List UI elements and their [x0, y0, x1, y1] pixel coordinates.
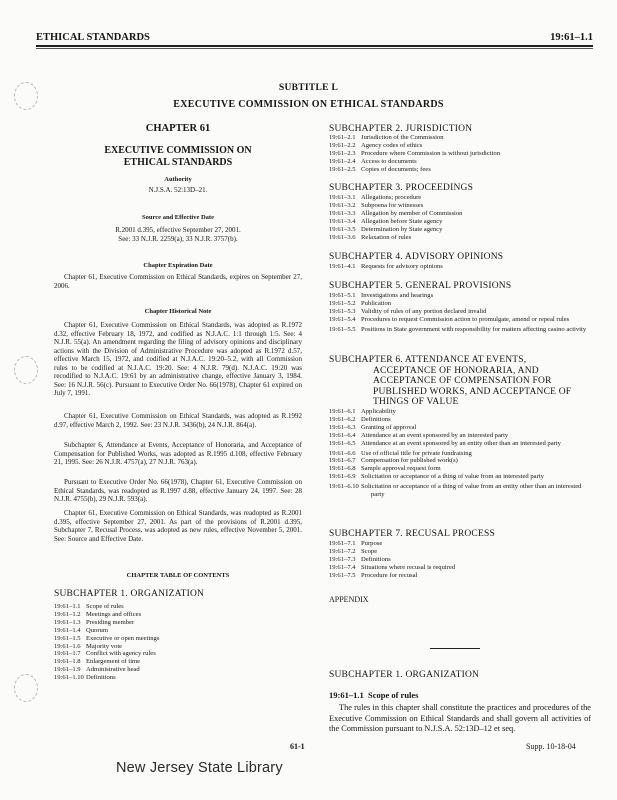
toc-row: 19:61–3.2 Subpoena for witnesses: [329, 201, 424, 209]
supplement-date: Supp. 10-18-04: [526, 742, 576, 751]
toc-subchapter-1-heading: SUBCHAPTER 1. ORGANIZATION: [54, 589, 205, 599]
chapter-title-line1: EXECUTIVE COMMISSION ON: [104, 145, 252, 156]
section-number: 19:61–1.1: [329, 690, 364, 700]
history-text-4: Pursuant to Executive Order No. 66(1978), Chapter 61, Executive Commission on Ethical Standards, was readopted as R.1997 d.88, effective January 24, 1997. See: 28 N.J.R. 4755(b), 29 N.J.R. 593(a).: [54, 478, 302, 503]
toc-row: 19:61–3.5 Determination by State agency: [329, 225, 443, 233]
chapter-title: [54, 145, 302, 169]
source-line2: See: 33 N.J.R. 2259(a), 33 N.J.R. 3757(b).: [118, 234, 238, 243]
toc-row: 19:61–6.8 Sample approval request form: [329, 465, 441, 473]
toc-row: 19:61–5.5 Positions in State government with responsibility for matters affecting casino activity: [329, 325, 587, 333]
authority-heading: Authority: [164, 176, 192, 183]
toc-row: 19:61–6.5 Attendance at an event sponsored by an entity other than an interested party: [329, 439, 561, 447]
toc-row: 19:61–5.3 Validity of rules of any portion declared invalid: [329, 307, 487, 315]
sub6-head-line4: PUBLISHED WORKS, AND ACCEPTANCE OF: [373, 386, 572, 397]
toc-row: 19:61–3.3 Allegation by member of Commission: [329, 209, 463, 217]
expiration-paragraph: [54, 273, 302, 290]
toc-row: 19:61–1.9 Administrative head: [54, 666, 140, 674]
toc-row: 19:61–7.1 Purpose: [329, 540, 383, 547]
toc-row: 19:61–7.3 Definitions: [329, 555, 391, 563]
toc-subchapter-6-list: [329, 408, 591, 499]
commission-title: EXECUTIVE COMMISSION ON ETHICAL STANDARDS: [173, 99, 444, 110]
sub6-head-line5: THINGS OF VALUE: [373, 397, 459, 407]
toc-row: 19:61–7.2 Scope: [329, 547, 378, 555]
chapter-heading: CHAPTER 61: [145, 123, 211, 134]
toc-row: 19:61–3.4 Allegation before State agency: [329, 217, 443, 225]
toc-row: 19:61–1.5 Executive or open meetings: [54, 634, 160, 642]
history-text-5: Chapter 61, Executive Commission on Ethical Standards, was readopted as R.2001 d.395, effective September 27, 2001. As part of the provisions of R.2001 d.395, Subchapter 7, Recusal Process, was adopted as new rules, effective November 5, 2001. See: Source and Effective Date.: [54, 509, 302, 543]
page-number: 61-1: [290, 742, 305, 751]
section-body: [329, 703, 591, 735]
section-title: Scope of rules: [367, 690, 419, 700]
history-text-3: Subchapter 6, Attendance at Events, Acceptance of Honoraria, and Acceptance of Compensation for Published Works, was adopted as R.1995 d.108, effective February 21, 1995. See: 26 N.J.R. 4757(a), 27 N.J.R. 763(a).: [54, 441, 302, 466]
library-stamp: New Jersey State Library: [116, 760, 283, 776]
sub6-head-line1: SUBCHAPTER 6. ATTENDANCE AT EVENTS,: [329, 355, 527, 365]
toc-row: 19:61–1.6 Majority vote: [54, 642, 123, 650]
toc-row: 19:61–5.1 Investigations and hearings: [329, 292, 434, 299]
source-line1: R.2001 d.395, effective September 27, 2001.: [115, 226, 241, 234]
toc-row: 19:61–7.4 Situations where recusal is required: [329, 563, 456, 571]
toc-row: 19:61–4.1 Requests for advisory opinions: [329, 263, 443, 270]
toc-row: 19:61–7.5 Procedure for recusal: [329, 571, 418, 579]
toc-row: 19:61–5.4 Procedures to request Commission action to promulgate, amend or repeal rules: [329, 315, 570, 323]
section-divider: [430, 648, 480, 649]
toc-row: 19:61–1.8 Enlargement of time: [54, 658, 141, 666]
toc-subchapter-1-list: [54, 603, 302, 682]
subtitle: SUBTITLE L: [278, 83, 339, 93]
toc-row: 19:61–1.7 Conflict with agency rules: [54, 650, 156, 658]
toc-row: 19:61–3.6 Relaxation of rules: [329, 233, 412, 241]
history-paragraph-5: [54, 509, 302, 543]
sub6-head-line3: ACCEPTANCE OF COMPENSATION FOR: [373, 376, 552, 386]
toc-row: 19:61–6.2 Definitions: [329, 415, 391, 423]
toc-row: 19:61–6.3 Granting of approval: [329, 423, 417, 431]
running-header: [36, 32, 593, 43]
toc-subchapter-6-heading: [329, 355, 591, 408]
history-paragraph-4: [54, 478, 302, 504]
toc-row: 19:61–2.1 Jurisdiction of the Commission: [329, 134, 444, 141]
punch-hole-middle: [14, 356, 38, 384]
body-subchapter-heading: SUBCHAPTER 1. ORGANIZATION: [329, 670, 480, 680]
chapter-title-line2: ETHICAL STANDARDS: [123, 157, 233, 168]
toc-subchapter-4-list: [329, 263, 591, 271]
history-heading: Chapter Historical Note: [144, 308, 212, 315]
toc-row: 19:61–1.10 Definitions: [54, 674, 116, 682]
toc-subchapter-4-heading: SUBCHAPTER 4. ADVISORY OPINIONS: [329, 252, 504, 262]
toc-subchapter-7-list: [329, 540, 591, 580]
header-left: ETHICAL STANDARDS: [36, 32, 150, 43]
section-text: The rules in this chapter shall constitute the practices and procedures of the Executive Commission on Ethical Standards and shall govern all activities of the Commission pursuant to N.J.S.A. 52:13D–12 et seq.: [329, 703, 591, 734]
toc-subchapter-5-list: [329, 292, 591, 334]
toc-subchapter-7-heading: SUBCHAPTER 7. RECUSAL PROCESS: [329, 529, 495, 539]
toc-subchapter-5-heading: SUBCHAPTER 5. GENERAL PROVISIONS: [329, 281, 512, 291]
toc-row: 19:61–1.4 Quorum: [54, 626, 108, 634]
toc-row: 19:61–1.3 Presiding member: [54, 618, 135, 626]
toc-subchapter-3-heading: SUBCHAPTER 3. PROCEEDINGS: [329, 183, 474, 193]
toc-row: 19:61–6.4 Attendance at an event sponsored by an interested party: [329, 431, 509, 439]
history-text-1: Chapter 61, Executive Commission on Ethical Standards, was adopted as R.1972 d.32, effective February 18, 1972, and codified as N.J.A.C. 1:1 through 1:5. See: 4 N.J.R. 55(a). An amendment regarding the filing of advisory opinions and disciplinary actions with the Division of Administrative Procedure was adopted as R.1972 d.57, effective March 15, 1972, and codified at N.J.A.C. 19:20–5.2, with all Commission rules to be codified at N.J.A.C. 19:20. See: 4 N.J.R. 79(d). N.J.A.C. 19:20 was recodified to N.J.A.C. 19:61 by an administrative change, effective January 3, 1984. See: 16 N.J.R. 56(c). Pursuant to Executive Order No. 66(1978), Chapter 61 expired on July 7, 1991.: [54, 321, 302, 397]
header-right: 19:61–1.1: [550, 32, 593, 43]
header-rule: [36, 45, 593, 47]
toc-row: 19:61–6.6 Use of official title for private fundraising: [329, 449, 472, 457]
source-heading: Source and Effective Date: [142, 214, 214, 221]
history-text-2: Chapter 61, Executive Commission on Ethical Standards, was adopted as R.1992 d.97, effective March 2, 1992. See: 23 N.J.R. 3436(b), 24 N.J.R. 864(a).: [54, 412, 302, 429]
sub6-head-line2: ACCEPTANCE OF HONORARIA, AND: [373, 365, 539, 376]
toc-row: 19:61–2.5 Copies of documents; fees: [329, 165, 431, 173]
source-text: [54, 226, 302, 243]
toc-row: 19:61–6.7 Compensation for published work(s): [329, 457, 458, 465]
toc-row: 19:61–2.3 Procedure where Commission is without jurisdiction: [329, 149, 501, 157]
expiration-heading: Chapter Expiration Date: [143, 262, 213, 269]
history-paragraph-3: [54, 441, 302, 467]
toc-row: 19:61–5.2 Publication: [329, 299, 392, 307]
toc-row: 19:61–6.1 Applicability: [329, 408, 396, 415]
toc-row: 19:61–1.1 Scope of rules: [54, 603, 124, 610]
toc-row: 19:61–6.9 Solicitation or acceptance of a thing of value from an interested party: [329, 473, 544, 481]
toc-row: 19:61–1.2 Meetings and offices: [54, 610, 142, 618]
toc-row: 19:61–3.1 Allegations; procedure: [329, 194, 422, 201]
history-paragraph-2: [54, 412, 302, 429]
toc-subchapter-3-list: [329, 194, 591, 241]
punch-hole-bottom: [14, 674, 38, 702]
expiration-text: Chapter 61, Executive Commission on Ethical Standards, expires on September 27, 2006.: [54, 273, 302, 290]
toc-row: 19:61–6.10 Solicitation or acceptance of a thing of value from an entity other than an interested party: [329, 483, 582, 499]
toc-row: 19:61–2.2 Agency codes of ethics: [329, 141, 423, 149]
toc-subchapter-2-list: [329, 134, 591, 174]
section-heading: [329, 691, 591, 699]
appendix-label: APPENDIX: [329, 595, 369, 604]
toc-heading: CHAPTER TABLE OF CONTENTS: [126, 572, 230, 579]
authority-text: N.J.S.A. 52:13D–21.: [148, 186, 208, 194]
history-paragraph-1: [54, 321, 302, 398]
toc-subchapter-2-heading: SUBCHAPTER 2. JURISDICTION: [329, 124, 473, 134]
toc-row: 19:61–2.4 Access to documents: [329, 157, 417, 165]
header-rule-thin: [36, 48, 593, 49]
